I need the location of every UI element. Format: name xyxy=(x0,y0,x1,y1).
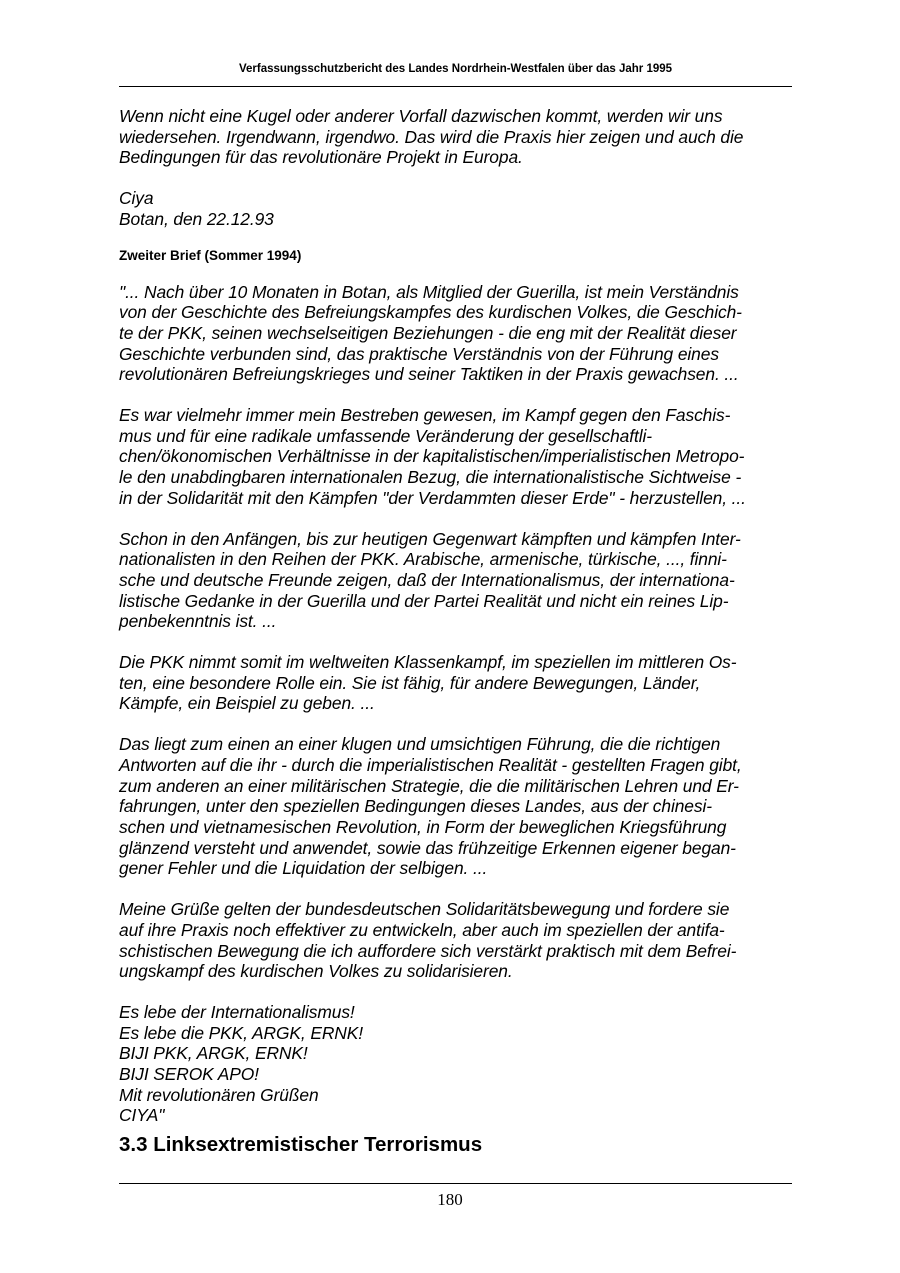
text-line: sche und deutsche Freunde zeigen, daß der Internationalismus, der internationa- xyxy=(119,569,735,590)
text-line: Schon in den Anfängen, bis zur heutigen Gegenwart kämpften und kämpfen Inter- xyxy=(119,528,741,549)
text-line: Die PKK nimmt somit im weltweiten Klassenkampf, im speziellen im mittleren Os- xyxy=(119,652,737,673)
text-line: Wenn nicht eine Kugel oder anderer Vorfall dazwischen kommt, werden wir uns xyxy=(119,106,723,126)
text-line: "... Nach über 10 Monaten in Botan, als Mitglied der Guerilla, ist mein Verständnis xyxy=(119,281,739,302)
text-line: Das liegt zum einen an einer klugen und umsichtigen Führung, die die richtigen xyxy=(119,734,721,755)
text-line: Mit revolutionären Grüßen xyxy=(119,1084,319,1105)
text-line: glänzend versteht und anwendet, sowie das frühzeitige Erkennen eigener began- xyxy=(119,837,736,858)
text-line: Botan, den 22.12.93 xyxy=(119,208,274,229)
text-line: Kämpfe, ein Beispiel zu geben. ... xyxy=(119,693,375,714)
text-line: wiedersehen. Irgendwann, irgendwo. Das wird die Praxis hier zeigen und auch die xyxy=(119,126,744,147)
letter-paragraph xyxy=(119,899,792,982)
text-line: nationalisten in den Reihen der PKK. Arabische, armenische, türkische, ..., finni- xyxy=(119,549,727,570)
running-header: Verfassungsschutzbericht des Landes Nordrhein-Westfalen über das Jahr 1995 xyxy=(238,63,673,75)
signature-block xyxy=(119,188,792,229)
text-line: te der PKK, seinen wechselseitigen Beziehungen - die eng mit der Realität dieser xyxy=(119,322,737,343)
text-line: Ciya xyxy=(119,188,154,209)
section-heading: 3.3 Linksextremistischer Terrorismus xyxy=(119,1133,483,1156)
text-line: Geschichte verbunden sind, das praktische Verständnis von der Führung eines xyxy=(119,343,719,364)
text-line: chen/ökonomischen Verhältnisse in der kapitalistischen/imperialistischen Metropo- xyxy=(119,446,745,467)
text-line: ten, eine besondere Rolle ein. Sie ist fähig, für andere Bewegungen, Länder, xyxy=(119,672,701,693)
letter-paragraph xyxy=(119,652,792,714)
text-line: Meine Grüße gelten der bundesdeutschen Solidaritätsbewegung und fordere sie xyxy=(119,899,730,920)
text-line: penbekenntnis ist. ... xyxy=(119,611,277,632)
text-line: fahrungen, unter den speziellen Bedingungen dieses Landes, aus der chinesi- xyxy=(119,796,712,817)
body-text xyxy=(119,106,792,1146)
text-line: Bedingungen für das revolutionäre Projekt in Europa. xyxy=(119,147,523,168)
text-line: von der Geschichte des Befreiungskampfes des kurdischen Volkes, die Geschich- xyxy=(119,302,742,323)
footer-rule xyxy=(119,1183,792,1184)
text-line: revolutionären Befreiungskrieges und seiner Taktiken in der Praxis gewachsen. ... xyxy=(119,364,739,385)
text-line: CIYA" xyxy=(119,1105,165,1126)
text-line: Antworten auf die ihr - durch die imperialistischen Realität - gestellten Fragen gibt, xyxy=(119,754,742,775)
text-line: BIJI SEROK APO! xyxy=(119,1064,259,1085)
letter-paragraph xyxy=(119,734,792,879)
letter-paragraph xyxy=(119,405,792,509)
text-line: zum anderen an einer militärischen Strategie, die die militärischen Lehren und Er- xyxy=(119,775,739,796)
text-line: schen und vietnamesischen Revolution, in Form der beweglichen Kriegsführung xyxy=(119,816,727,837)
text-line: in der Solidarität mit den Kämpfen "der Verdammten dieser Erde" - herzustellen, ... xyxy=(119,487,746,508)
text-line: le den unabdingbaren internationalen Bezug, die internationalistische Sichtweise - xyxy=(119,467,742,488)
closing-salutations xyxy=(119,1002,792,1126)
text-line: mus und für eine radikale umfassende Veränderung der gesellschaftli- xyxy=(119,425,652,446)
text-line: schistischen Bewegung die ich auffordere sich verstärkt praktisch mit dem Befrei- xyxy=(119,940,737,961)
text-line: Es lebe die PKK, ARGK, ERNK! xyxy=(119,1022,363,1043)
text-line: Es lebe der Internationalismus! xyxy=(119,1001,355,1022)
header-rule xyxy=(119,86,792,87)
text-line: listische Gedanke in der Guerilla und der Partei Realität und nicht ein reines Lip- xyxy=(119,590,729,611)
text-line: auf ihre Praxis noch effektiver zu entwickeln, aber auch im speziellen der antifa- xyxy=(119,919,725,940)
letter-paragraph xyxy=(119,282,792,386)
letter-subheading: Zweiter Brief (Sommer 1994) xyxy=(119,247,302,263)
text-line: BIJI PKK, ARGK, ERNK! xyxy=(119,1043,308,1064)
page-number: 180 xyxy=(437,1190,463,1209)
text-line: ungskampf des kurdischen Volkes zu solidarisieren. xyxy=(119,961,513,982)
text-line: Es war vielmehr immer mein Bestreben gewesen, im Kampf gegen den Faschis- xyxy=(119,405,731,426)
text-line: gener Fehler und die Liquidation der selbigen. ... xyxy=(119,858,488,879)
letter-paragraph xyxy=(119,529,792,633)
intro-paragraph xyxy=(119,106,792,168)
